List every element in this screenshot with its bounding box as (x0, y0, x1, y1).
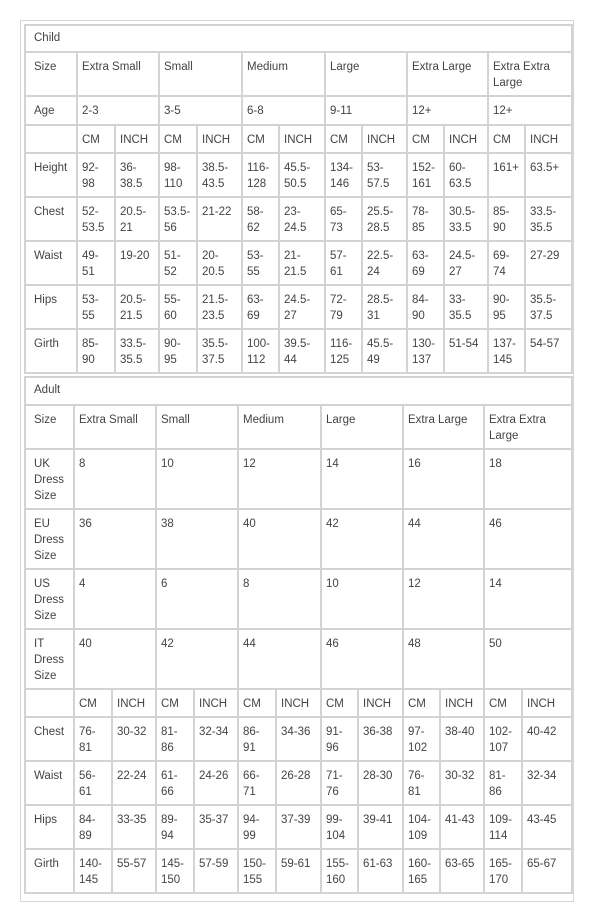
measurement-value-cell: 81-86 (156, 717, 194, 761)
unit-inch-header: INCH (279, 125, 325, 153)
measurement-value-cell: 34-36 (276, 717, 321, 761)
measurement-value-cell: 35.5-37.5 (525, 285, 572, 329)
age-cell: 12+ (407, 96, 488, 125)
measurement-value-cell: 30-32 (440, 761, 484, 805)
measurement-value-cell: 55-60 (159, 285, 197, 329)
size-header-cell: Extra Large (407, 52, 488, 96)
measurement-value-cell: 28.5-31 (362, 285, 407, 329)
dress-size-value-cell: 12 (238, 449, 321, 509)
measurement-value-cell: 76-81 (74, 717, 112, 761)
measurement-value-cell: 137-145 (488, 329, 525, 373)
dress-size-value-cell: 8 (74, 449, 156, 509)
measurement-value-cell: 152-161 (407, 153, 444, 197)
measurement-value-cell: 102-107 (484, 717, 522, 761)
dress-size-value-cell: 48 (403, 629, 484, 689)
measurement-value-cell: 20-20.5 (197, 241, 242, 285)
dress-size-value-cell: 40 (238, 509, 321, 569)
dress-size-value-cell: 42 (321, 509, 403, 569)
adult-measurement-row (25, 849, 572, 893)
dress-size-label: IT Dress Size (25, 629, 74, 689)
child-size-table (24, 24, 573, 374)
child-measurement-row (25, 285, 572, 329)
measurement-label: Waist (25, 241, 77, 285)
measurement-value-cell: 160-165 (403, 849, 440, 893)
size-header-cell: Extra Extra Large (484, 405, 572, 449)
measurement-value-cell: 54-57 (525, 329, 572, 373)
measurement-value-cell: 28-30 (358, 761, 403, 805)
measurement-value-cell: 20.5-21.5 (115, 285, 159, 329)
measurement-value-cell: 97-102 (403, 717, 440, 761)
size-header-cell: Large (325, 52, 407, 96)
measurement-value-cell: 33-35 (112, 805, 156, 849)
measurement-label: Chest (25, 197, 77, 241)
measurement-value-cell: 24.5-27 (444, 241, 488, 285)
measurement-value-cell: 39.5-44 (279, 329, 325, 373)
measurement-value-cell: 100-112 (242, 329, 279, 373)
measurement-value-cell: 60-63.5 (444, 153, 488, 197)
measurement-value-cell: 91-96 (321, 717, 358, 761)
measurement-value-cell: 85-90 (488, 197, 525, 241)
age-cell: 9-11 (325, 96, 407, 125)
dress-size-label: US Dress Size (25, 569, 74, 629)
size-header-cell: Extra Small (77, 52, 159, 96)
unit-cm-header: CM (74, 689, 112, 717)
measurement-value-cell: 99-104 (321, 805, 358, 849)
measurement-value-cell: 66-71 (238, 761, 276, 805)
measurement-value-cell: 65-73 (325, 197, 362, 241)
age-cell: 2-3 (77, 96, 159, 125)
blank-cell (25, 125, 77, 153)
unit-inch-header: INCH (362, 125, 407, 153)
measurement-value-cell: 155-160 (321, 849, 358, 893)
unit-inch-header: INCH (197, 125, 242, 153)
size-header-cell: Large (321, 405, 403, 449)
size-header-cell: Medium (242, 52, 325, 96)
dress-size-value-cell: 44 (238, 629, 321, 689)
measurement-value-cell: 33-35.5 (444, 285, 488, 329)
measurement-value-cell: 52-53.5 (77, 197, 115, 241)
measurement-value-cell: 65-67 (522, 849, 572, 893)
adult-dress-size-row (25, 509, 572, 569)
dress-size-value-cell: 14 (484, 569, 572, 629)
dress-size-value-cell: 38 (156, 509, 238, 569)
measurement-value-cell: 27-29 (525, 241, 572, 285)
child-size-row (25, 52, 572, 96)
age-cell: 3-5 (159, 96, 242, 125)
dress-size-value-cell: 46 (484, 509, 572, 569)
adult-size-table (24, 376, 573, 894)
age-cell: 12+ (488, 96, 572, 125)
size-header-cell: Medium (238, 405, 321, 449)
dress-size-value-cell: 16 (403, 449, 484, 509)
measurement-value-cell: 53.5-56 (159, 197, 197, 241)
measurement-value-cell: 76-81 (403, 761, 440, 805)
measurement-value-cell: 78-85 (407, 197, 444, 241)
unit-inch-header: INCH (194, 689, 238, 717)
blank-cell (25, 689, 74, 717)
measurement-value-cell: 24.5-27 (279, 285, 325, 329)
measurement-value-cell: 140-145 (74, 849, 112, 893)
measurement-value-cell: 53-57.5 (362, 153, 407, 197)
dress-size-value-cell: 6 (156, 569, 238, 629)
measurement-value-cell: 89-94 (156, 805, 194, 849)
adult-table-title: Adult (25, 377, 572, 405)
adult-dress-size-row (25, 449, 572, 509)
measurement-value-cell: 21.5-23.5 (197, 285, 242, 329)
unit-inch-header: INCH (112, 689, 156, 717)
unit-cm-header: CM (238, 689, 276, 717)
adult-measurement-row (25, 717, 572, 761)
adult-title-row (25, 377, 572, 405)
measurement-value-cell: 104-109 (403, 805, 440, 849)
adult-size-row (25, 405, 572, 449)
measurement-value-cell: 116-125 (325, 329, 362, 373)
measurement-value-cell: 32-34 (194, 717, 238, 761)
unit-inch-header: INCH (276, 689, 321, 717)
unit-inch-header: INCH (115, 125, 159, 153)
measurement-value-cell: 61-66 (156, 761, 194, 805)
measurement-value-cell: 35-37 (194, 805, 238, 849)
size-header-label: Size (25, 405, 74, 449)
measurement-value-cell: 49-51 (77, 241, 115, 285)
measurement-value-cell: 57-59 (194, 849, 238, 893)
child-title-row (25, 25, 572, 52)
measurement-value-cell: 30-32 (112, 717, 156, 761)
measurement-value-cell: 36-38 (358, 717, 403, 761)
adult-dress-size-row (25, 569, 572, 629)
measurement-label: Girth (25, 329, 77, 373)
measurement-value-cell: 59-61 (276, 849, 321, 893)
child-measurement-row (25, 197, 572, 241)
unit-cm-header: CM (77, 125, 115, 153)
measurement-value-cell: 43-45 (522, 805, 572, 849)
measurement-value-cell: 40-42 (522, 717, 572, 761)
measurement-value-cell: 72-79 (325, 285, 362, 329)
size-header-label: Size (25, 52, 77, 96)
measurement-value-cell: 56-61 (74, 761, 112, 805)
unit-inch-header: INCH (444, 125, 488, 153)
child-measurement-row (25, 329, 572, 373)
measurement-value-cell: 109-114 (484, 805, 522, 849)
measurement-value-cell: 134-146 (325, 153, 362, 197)
measurement-value-cell: 22.5-24 (362, 241, 407, 285)
measurement-value-cell: 33.5-35.5 (115, 329, 159, 373)
measurement-value-cell: 30.5-33.5 (444, 197, 488, 241)
dress-size-value-cell: 4 (74, 569, 156, 629)
unit-inch-header: INCH (440, 689, 484, 717)
dress-size-value-cell: 50 (484, 629, 572, 689)
measurement-value-cell: 45.5-49 (362, 329, 407, 373)
measurement-value-cell: 61-63 (358, 849, 403, 893)
measurement-value-cell: 161+ (488, 153, 525, 197)
measurement-value-cell: 94-99 (238, 805, 276, 849)
dress-size-label: UK Dress Size (25, 449, 74, 509)
adult-measurement-row (25, 805, 572, 849)
measurement-value-cell: 24-26 (194, 761, 238, 805)
measurement-value-cell: 21-22 (197, 197, 242, 241)
unit-inch-header: INCH (522, 689, 572, 717)
measurement-value-cell: 81-86 (484, 761, 522, 805)
measurement-label: Hips (25, 805, 74, 849)
measurement-value-cell: 51-52 (159, 241, 197, 285)
measurement-value-cell: 32-34 (522, 761, 572, 805)
measurement-value-cell: 130-137 (407, 329, 444, 373)
measurement-value-cell: 98-110 (159, 153, 197, 197)
measurement-label: Chest (25, 717, 74, 761)
measurement-value-cell: 85-90 (77, 329, 115, 373)
size-header-cell: Extra Extra Large (488, 52, 572, 96)
measurement-value-cell: 19-20 (115, 241, 159, 285)
unit-cm-header: CM (325, 125, 362, 153)
measurement-value-cell: 69-74 (488, 241, 525, 285)
measurement-value-cell: 21-21.5 (279, 241, 325, 285)
measurement-value-cell: 26-28 (276, 761, 321, 805)
measurement-value-cell: 90-95 (488, 285, 525, 329)
measurement-value-cell: 86-91 (238, 717, 276, 761)
measurement-value-cell: 33.5-35.5 (525, 197, 572, 241)
size-header-cell: Extra Large (403, 405, 484, 449)
measurement-value-cell: 63-69 (407, 241, 444, 285)
dress-size-value-cell: 10 (156, 449, 238, 509)
measurement-value-cell: 92-98 (77, 153, 115, 197)
unit-cm-header: CM (242, 125, 279, 153)
dress-size-value-cell: 10 (321, 569, 403, 629)
dress-size-label: EU Dress Size (25, 509, 74, 569)
measurement-label: Girth (25, 849, 74, 893)
measurement-value-cell: 90-95 (159, 329, 197, 373)
adult-unit-row (25, 689, 572, 717)
size-header-cell: Extra Small (74, 405, 156, 449)
measurement-label: Height (25, 153, 77, 197)
age-header-label: Age (25, 96, 77, 125)
measurement-value-cell: 20.5-21 (115, 197, 159, 241)
dress-size-value-cell: 40 (74, 629, 156, 689)
dress-size-value-cell: 44 (403, 509, 484, 569)
child-age-row (25, 96, 572, 125)
measurement-value-cell: 53-55 (242, 241, 279, 285)
measurement-value-cell: 41-43 (440, 805, 484, 849)
unit-inch-header: INCH (525, 125, 572, 153)
unit-cm-header: CM (484, 689, 522, 717)
measurement-value-cell: 84-90 (407, 285, 444, 329)
measurement-label: Waist (25, 761, 74, 805)
dress-size-value-cell: 18 (484, 449, 572, 509)
measurement-value-cell: 63-69 (242, 285, 279, 329)
measurement-value-cell: 37-39 (276, 805, 321, 849)
measurement-value-cell: 36-38.5 (115, 153, 159, 197)
measurement-value-cell: 57-61 (325, 241, 362, 285)
dress-size-value-cell: 8 (238, 569, 321, 629)
adult-measurement-row (25, 761, 572, 805)
dress-size-value-cell: 46 (321, 629, 403, 689)
size-header-cell: Small (159, 52, 242, 96)
measurement-value-cell: 116-128 (242, 153, 279, 197)
unit-cm-header: CM (488, 125, 525, 153)
unit-cm-header: CM (407, 125, 444, 153)
measurement-label: Hips (25, 285, 77, 329)
measurement-value-cell: 145-150 (156, 849, 194, 893)
dress-size-value-cell: 12 (403, 569, 484, 629)
child-table-title: Child (25, 25, 572, 52)
measurement-value-cell: 55-57 (112, 849, 156, 893)
measurement-value-cell: 63-65 (440, 849, 484, 893)
measurement-value-cell: 51-54 (444, 329, 488, 373)
measurement-value-cell: 38.5-43.5 (197, 153, 242, 197)
measurement-value-cell: 71-76 (321, 761, 358, 805)
measurement-value-cell: 38-40 (440, 717, 484, 761)
unit-cm-header: CM (159, 125, 197, 153)
unit-inch-header: INCH (358, 689, 403, 717)
adult-dress-size-row (25, 629, 572, 689)
unit-cm-header: CM (321, 689, 358, 717)
child-measurement-row (25, 241, 572, 285)
size-header-cell: Small (156, 405, 238, 449)
measurement-value-cell: 45.5-50.5 (279, 153, 325, 197)
measurement-value-cell: 25.5-28.5 (362, 197, 407, 241)
measurement-value-cell: 39-41 (358, 805, 403, 849)
measurement-value-cell: 23-24.5 (279, 197, 325, 241)
measurement-value-cell: 53-55 (77, 285, 115, 329)
measurement-value-cell: 22-24 (112, 761, 156, 805)
dress-size-value-cell: 36 (74, 509, 156, 569)
dress-size-value-cell: 14 (321, 449, 403, 509)
age-cell: 6-8 (242, 96, 325, 125)
unit-cm-header: CM (403, 689, 440, 717)
measurement-value-cell: 150-155 (238, 849, 276, 893)
child-unit-row (25, 125, 572, 153)
measurement-value-cell: 165-170 (484, 849, 522, 893)
unit-cm-header: CM (156, 689, 194, 717)
child-measurement-row (25, 153, 572, 197)
measurement-value-cell: 58-62 (242, 197, 279, 241)
measurement-value-cell: 84-89 (74, 805, 112, 849)
measurement-value-cell: 35.5-37.5 (197, 329, 242, 373)
dress-size-value-cell: 42 (156, 629, 238, 689)
measurement-value-cell: 63.5+ (525, 153, 572, 197)
